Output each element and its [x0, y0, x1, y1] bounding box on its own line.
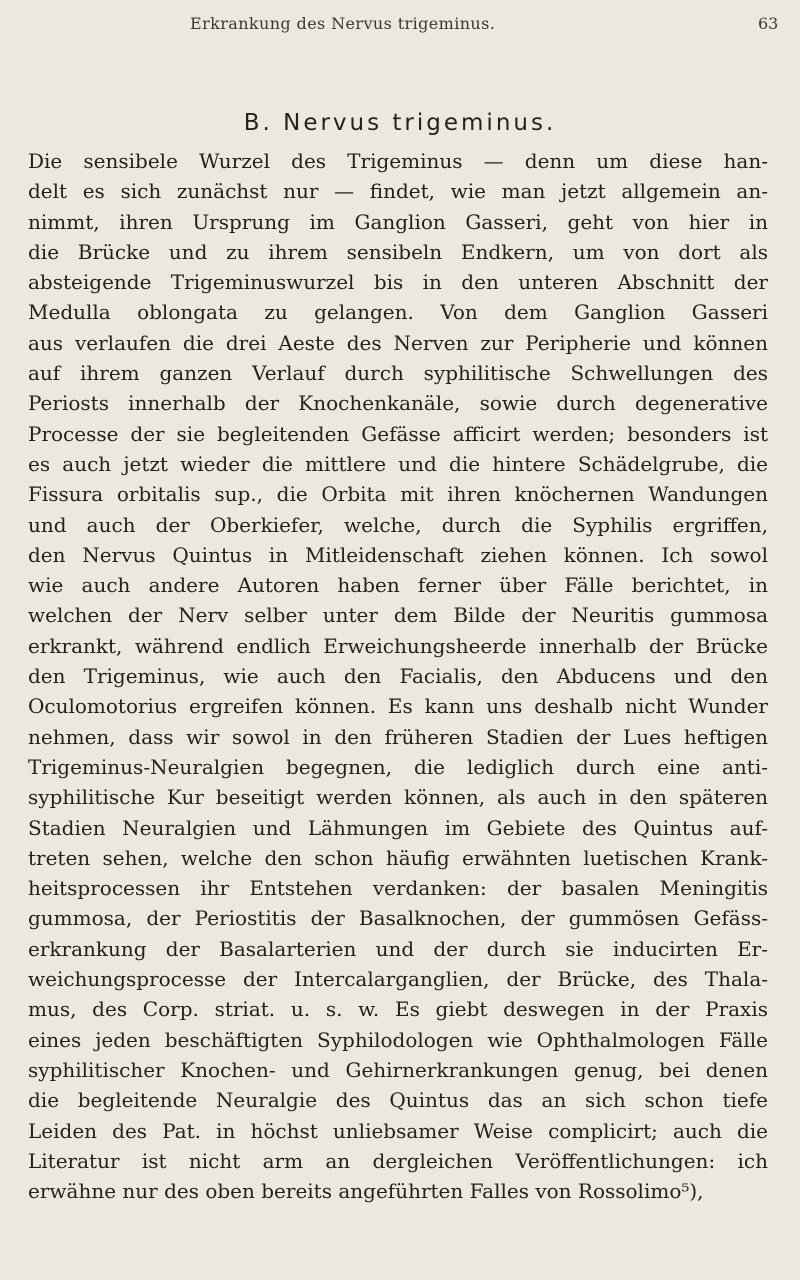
text-line: erkrankung der Basalarterien und der durch sie inducirten Er-: [28, 936, 768, 961]
text-line: Leiden des Pat. in höchst unliebsamer Weise complicirt; auch die: [28, 1118, 768, 1143]
text-line: absteigende Trigeminuswurzel bis in den unteren Abschnitt der: [28, 270, 768, 295]
text-line: auf ihrem ganzen Verlauf durch syphilitische Schwellungen des: [28, 361, 768, 386]
text-line: weichungsprocesse der Intercalarganglien, der Brücke, des Thala-: [28, 967, 768, 992]
text-line: Processe der sie begleitenden Gefässe afficirt werden; besonders ist: [28, 421, 768, 446]
text-line: den Nervus Quintus in Mitleidenschaft ziehen können. Ich sowol: [28, 542, 768, 567]
text-line: gummosa, der Periostitis der Basalknochen, der gummösen Gefäss-: [28, 906, 768, 931]
text-line: den Trigeminus, wie auch den Facialis, den Abducens und den: [28, 664, 768, 689]
running-header: [0, 14, 800, 38]
text-line: Medulla oblongata zu gelangen. Von dem Ganglion Gasseri: [28, 300, 768, 325]
text-line: nehmen, dass wir sowol in den früheren Stadien der Lues heftigen: [28, 724, 768, 749]
text-line: nimmt, ihren Ursprung im Ganglion Gasseri, geht von hier in: [28, 209, 768, 234]
running-title: Erkrankung des Nervus trigeminus.: [190, 14, 496, 33]
text-line: Literatur ist nicht arm an dergleichen Veröffentlichungen: ich: [28, 1148, 768, 1173]
text-line: Stadien Neuralgien und Lähmungen im Gebiete des Quintus auf-: [28, 815, 768, 840]
text-line: Trigeminus-Neuralgien begegnen, die lediglich durch eine anti-: [28, 754, 768, 779]
text-line: eines jeden beschäftigten Syphilodologen wie Ophthalmologen Fälle: [28, 1027, 768, 1052]
text-line: erkrankt, während endlich Erweichungsheerde innerhalb der Brücke: [28, 633, 768, 658]
text-line: welchen der Nerv selber unter dem Bilde der Neuritis gummosa: [28, 603, 768, 628]
text-line: Fissura orbitalis sup., die Orbita mit ihren knöchernen Wandungen: [28, 482, 768, 507]
text-line: treten sehen, welche den schon häufig erwähnten luetischen Krank-: [28, 845, 768, 870]
text-line: mus, des Corp. striat. u. s. w. Es giebt deswegen in der Praxis: [28, 997, 768, 1022]
section-heading: B. Nervus trigeminus.: [243, 110, 557, 136]
text-line: syphilitische Kur beseitigt werden können, als auch in den späteren: [28, 785, 768, 810]
text-line: heitsprocessen ihr Entstehen verdanken: der basalen Meningitis: [28, 876, 768, 901]
text-line: erwähne nur des oben bereits angeführten Falles von Rossolimo⁵),: [28, 1179, 704, 1204]
text-line: Oculomotorius ergreifen können. Es kann uns deshalb nicht Wunder: [28, 694, 768, 719]
text-line: wie auch andere Autoren haben ferner über Fälle berichtet, in: [28, 573, 768, 598]
text-line: die begleitende Neuralgie des Quintus das an sich schon tiefe: [28, 1088, 768, 1113]
text-line: aus verlaufen die drei Aeste des Nerven zur Peripherie und können: [28, 330, 768, 355]
text-line: delt es sich zunächst nur — findet, wie man jetzt allgemein an-: [28, 179, 768, 204]
page-number: 63: [758, 14, 779, 33]
text-line: und auch der Oberkiefer, welche, durch die Syphilis ergriffen,: [28, 512, 768, 537]
text-line: die Brücke und zu ihrem sensibeln Endkern, um von dort als: [28, 239, 768, 264]
text-line: Die sensibele Wurzel des Trigeminus — denn um diese han-: [28, 149, 768, 173]
text-line: es auch jetzt wieder die mittlere und die hintere Schädelgrube, die: [28, 451, 768, 476]
body-paragraph: [28, 146, 768, 1206]
text-line: syphilitischer Knochen- und Gehirnerkrankungen genug, bei denen: [28, 1057, 768, 1082]
text-line: Periosts innerhalb der Knochenkanäle, sowie durch degenerative: [28, 391, 768, 416]
